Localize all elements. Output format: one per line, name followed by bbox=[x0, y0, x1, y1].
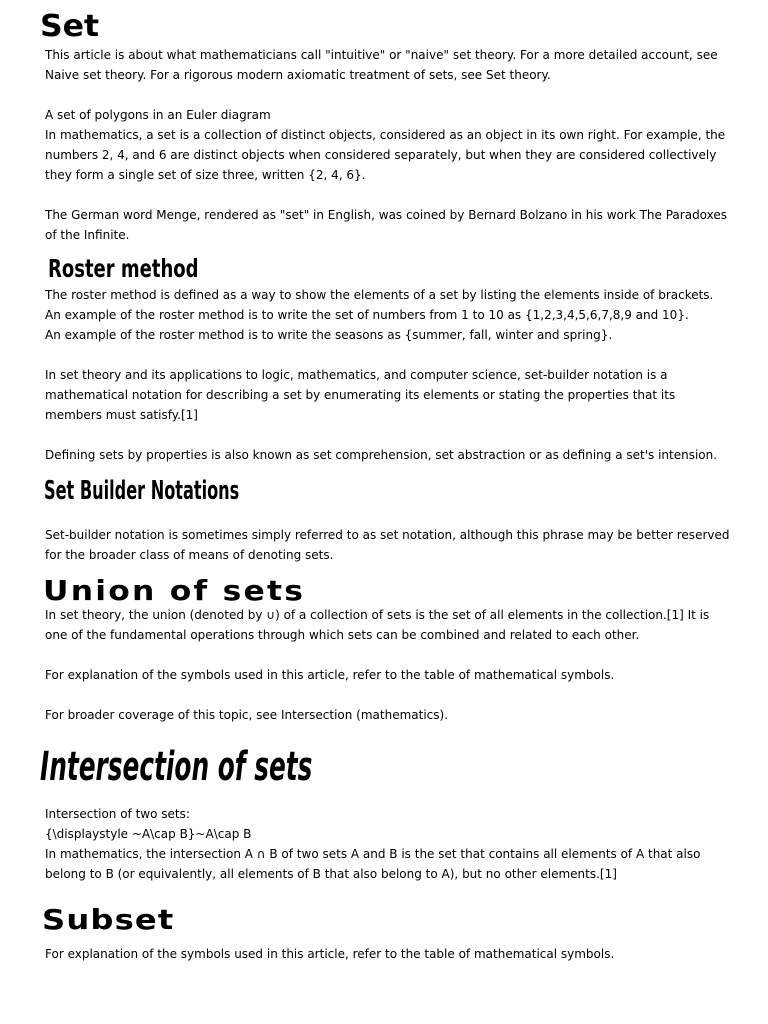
paragraph: An example of the roster method is to write the seasons as {summer, fall, winter and spring}. bbox=[45, 328, 613, 342]
heading-subset: Subset bbox=[42, 903, 175, 936]
section-set-body bbox=[45, 45, 735, 245]
paragraph: Defining sets by properties is also known as set comprehension, set abstraction or as defining a set's intension. bbox=[45, 448, 718, 462]
paragraph: In set theory, the union (denoted by ∪) of a collection of sets is the set of all elements in the collection.[1] It is one of the fundamental operations through which sets can be combined and related to each other. bbox=[45, 608, 710, 642]
section-builder-body bbox=[45, 525, 735, 565]
section-intersection-body bbox=[45, 804, 735, 884]
paragraph: In mathematics, the intersection A ∩ B of two sets A and B is the set that contains all elements of A that also belong to B (or equivalently, all elements of B that also belong to A), but no other elements.[1] bbox=[45, 847, 701, 881]
paragraph: A set of polygons in an Euler diagram bbox=[45, 108, 271, 122]
paragraph: {\displaystyle ~A\cap B}~A\cap B bbox=[45, 827, 252, 841]
paragraph: The roster method is defined as a way to show the elements of a set by listing the elements inside of brackets. bbox=[45, 288, 714, 302]
paragraph: The German word Menge, rendered as "set" in English, was coined by Bernard Bolzano in his work The Paradoxes of the Infinite. bbox=[45, 208, 728, 242]
paragraph: Intersection of two sets: bbox=[45, 807, 190, 821]
heading-set-builder-notations: Set Builder Notations bbox=[44, 476, 240, 506]
heading-set: Set bbox=[40, 9, 100, 44]
section-roster-body bbox=[45, 285, 735, 465]
paragraph: In set theory and its applications to logic, mathematics, and computer science, set-builder notation is a mathematical notation for describing a set by enumerating its elements or stating the properties that its members must satisfy.[1] bbox=[45, 368, 676, 422]
paragraph: For explanation of the symbols used in this article, refer to the table of mathematical symbols. bbox=[45, 947, 615, 961]
paragraph: For broader coverage of this topic, see Intersection (mathematics). bbox=[45, 708, 449, 722]
section-union-body bbox=[45, 605, 735, 725]
heading-union-of-sets: Union of sets bbox=[43, 574, 306, 607]
paragraph: This article is about what mathematicians call "intuitive" or "naive" set theory. For a more detailed account, see Naive set theory. For a rigorous modern axiomatic treatment of sets, see Set theory. bbox=[45, 48, 718, 82]
paragraph: For explanation of the symbols used in this article, refer to the table of mathematical symbols. bbox=[45, 668, 615, 682]
section-subset-body bbox=[45, 944, 735, 964]
heading-roster-method: Roster method bbox=[48, 254, 199, 283]
heading-intersection-of-sets: Intersection of sets bbox=[40, 744, 313, 790]
paragraph: In mathematics, a set is a collection of distinct objects, considered as an object in its own right. For example, the numbers 2, 4, and 6 are distinct objects when considered separately, but when they are considered collectively they form a single set of size three, written {2, 4, 6}. bbox=[45, 128, 726, 182]
paragraph: Set-builder notation is sometimes simply referred to as set notation, although this phrase may be better reserved for the broader class of means of denoting sets. bbox=[45, 528, 730, 562]
paragraph: An example of the roster method is to write the set of numbers from 1 to 10 as {1,2,3,4,5,6,7,8,9 and 10}. bbox=[45, 308, 689, 322]
